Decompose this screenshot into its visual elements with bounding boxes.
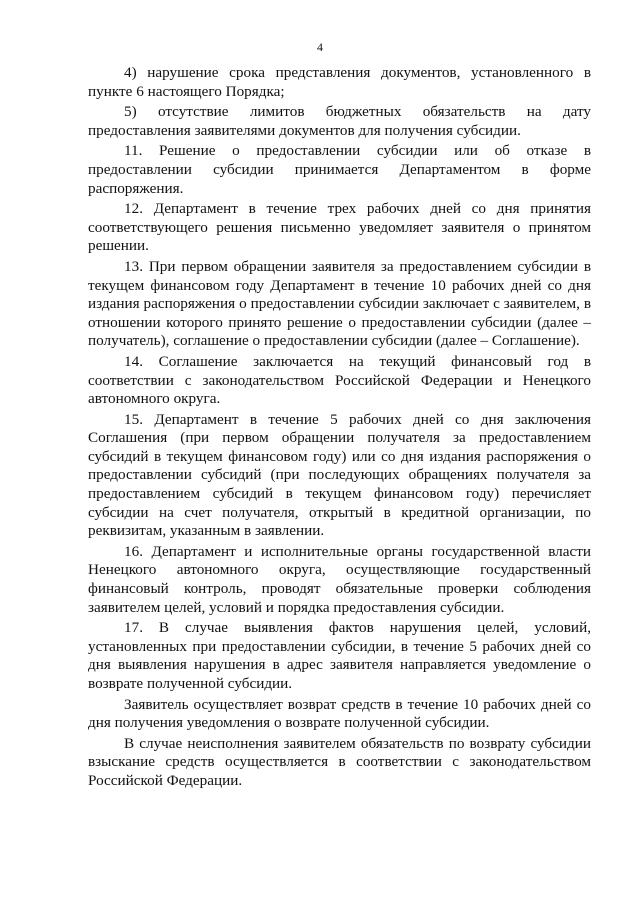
paragraph-refund-term: Заявитель осуществляет возврат средств в течение 10 рабочих дней со дня получения уведомления о возврате полученной субсидии. <box>88 695 591 732</box>
paragraph-clause-12: 12. Департамент в течение трех рабочих дней со дня принятия соответствующего решения письменно уведомляет заявителя о принятом решении. <box>88 200 591 255</box>
paragraph-item-5: 5) отсутствие лимитов бюджетных обязательств на дату предоставления заявителями документов для получения субсидии. <box>88 103 591 139</box>
paragraph-clause-11: 11. Решение о предоставлении субсидии или об отказе в предоставлении субсидии принимается Департаментом в форме распоряжения. <box>88 142 591 197</box>
paragraph-clause-16: 16. Департамент и исполнительные органы государственной власти Ненецкого автономного округа, осуществляющие государственный финансовый контроль, проводят обязательные проверки соблюдения заявителем целей, условий и порядка предоставления субсидии. <box>88 542 591 616</box>
paragraph-clause-13: 13. При первом обращении заявителя за предоставлением субсидии в текущем финансовом году Департамент в течение 10 рабочих дней со дня издания распоряжения о предоставлении субсидии заключает с заявителем, в отношении которого принято решение о предоставлении субсидии (далее – получатель), соглашение о предоставлении субсидии (далее – Соглашение). <box>88 257 591 350</box>
paragraph-item-4: 4) нарушение срока представления документов, установленного в пункте 6 настоящего Порядка; <box>88 64 591 100</box>
paragraph-recovery: В случае неисполнения заявителем обязательств по возврату субсидии взыскание средств осуществляется в соответствии с законодательством Российской Федерации. <box>88 734 591 789</box>
document-body <box>88 64 591 793</box>
paragraph-clause-14: 14. Соглашение заключается на текущий финансовый год в соответствии с законодательством Российской Федерации и Ненецкого автономного округа. <box>88 352 591 408</box>
paragraph-clause-15: 15. Департамент в течение 5 рабочих дней со дня заключения Соглашения (при первом обращении получателя за предоставлением субсидий в текущем финансовом году) или со дня издания распоряжения о предоставлении субсидий (при последующих обращениях получателя за предоставлением субсидий в текущем финансовом году) перечисляет субсидии на счет получателя, открытый в кредитной организации, по реквизитам, указанным в заявлении. <box>88 410 591 540</box>
paragraph-clause-17: 17. В случае выявления фактов нарушения целей, условий, установленных при предоставлении субсидии, в течение 5 рабочих дней со дня выявления нарушения в адрес заявителя направляется уведомление о возврате полученной субсидии. <box>88 619 591 692</box>
page-number: 4 <box>317 40 323 54</box>
